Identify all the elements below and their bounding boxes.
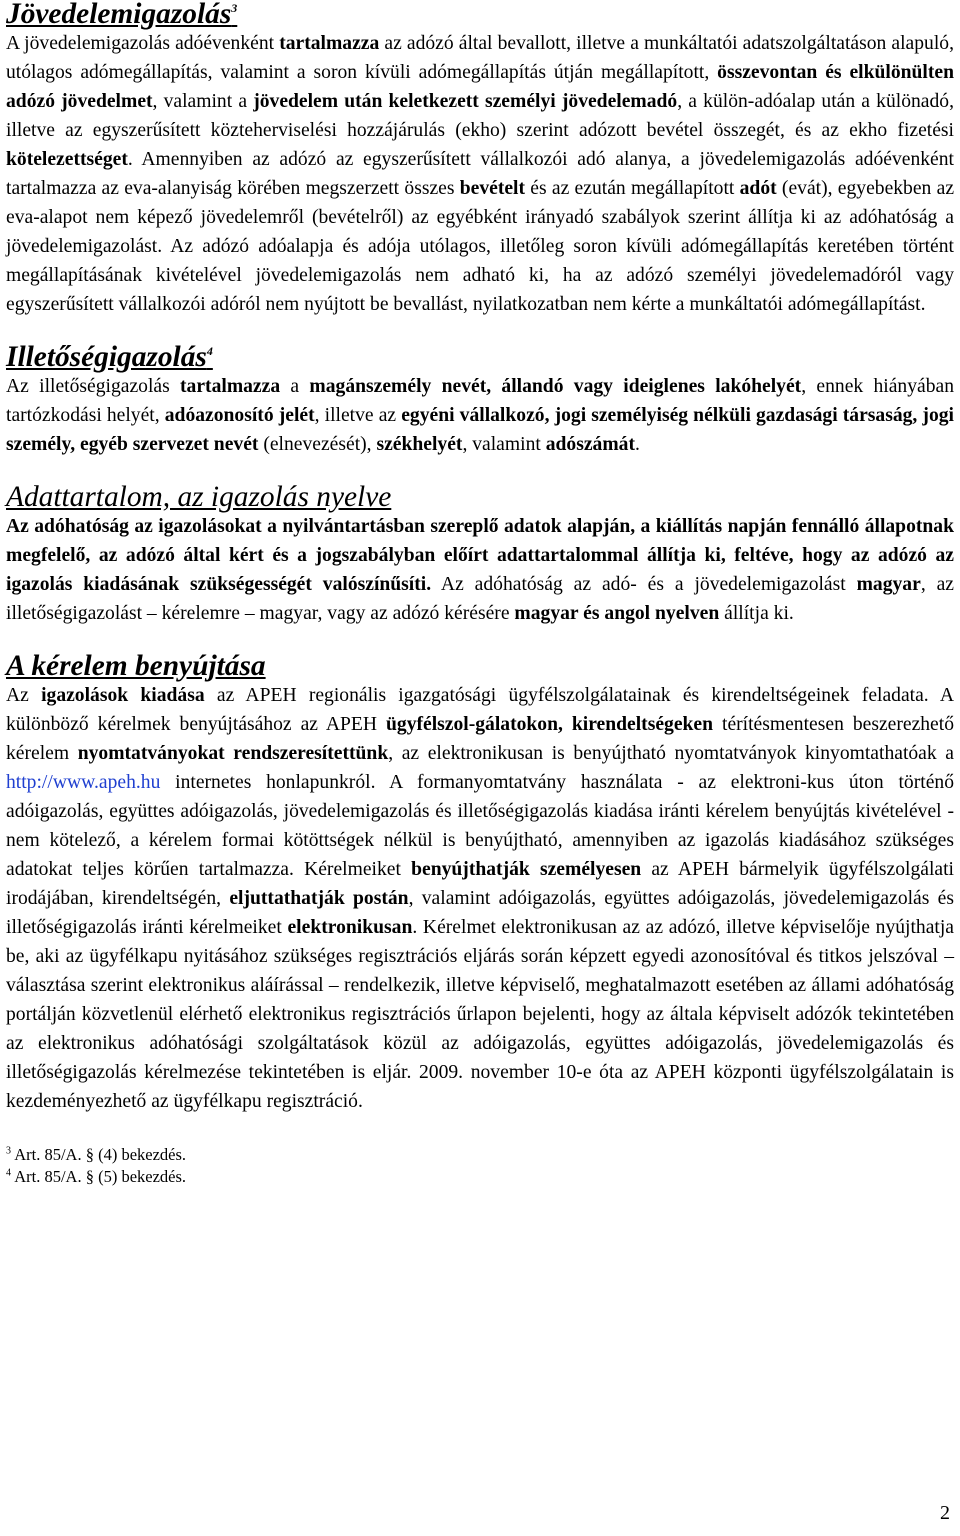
footnote-mark: 4 — [6, 1167, 11, 1179]
bold-text: tartalmazza — [180, 376, 281, 397]
bold-text: magánszemély nevét, állandó vagy ideiglenes lakóhelyét — [309, 376, 802, 397]
heading-text: Jövedelemigazolás — [6, 0, 232, 30]
text: , ennek hiányában tartózkodási helyét, — [6, 376, 954, 426]
text: (elnevezését), — [258, 434, 377, 455]
text: . Amennyiben az adózó az egyszerűsített vállalkozói adó alanya, a jövedelemigazolás adóévenként tartalmazza az eva-alanyiság körében megszerzett összes — [6, 149, 954, 199]
text: A jövedelemigazolás adóévenként — [6, 33, 280, 54]
text: és az ezután megállapított — [525, 178, 740, 199]
footnote-4 — [6, 1166, 954, 1188]
paragraph-illetosegigazolas — [6, 372, 954, 459]
footnote-text: Art. 85/A. § (4) bekezdés. — [11, 1145, 187, 1164]
text: , valamint — [462, 434, 546, 455]
heading-text: Adattartalom, az igazolás nyelve — [6, 481, 392, 513]
document-page — [6, 0, 954, 1188]
text: az adózó által bevallott, illetve a munkáltatói adatszolgáltatáson alapuló, utólagos adómegállapítás, valamint a soron kívüli adómegállapítás útján megállapított, — [6, 33, 954, 83]
bold-text: magyar és angol nyelven — [514, 603, 720, 624]
section-heading-jovedelemigazolas — [6, 0, 954, 29]
bold-text: nyomtatványokat rendszeresítettünk — [77, 743, 389, 764]
text: , valamint adóigazolás, együttes adóigazolás, jövedelemigazolás és illetőségigazolás iránti kérelmeiket — [6, 888, 955, 938]
footnote-mark: 3 — [6, 1145, 11, 1157]
bold-text: benyújthatják személyesen — [411, 859, 642, 880]
bold-text: Az adóhatóság az igazolásokat a nyilvántartásban szereplő adatok alapján, a kiállítás napján fennálló állapotnak megfelelő, az adózó által kért és a jogszabályban előírt adattartalommal állítja ki, feltéve, hogy az adózó az igazolás kiadásának szükségességét valószínűsíti. — [6, 516, 954, 595]
bold-text: igazolások kiadása — [41, 685, 205, 706]
text: , az elektronikusan is benyújtható nyomtatványok kinyomtathatóak a — [388, 743, 954, 764]
text: . Kérelmet elektronikusan az az adózó, illetve képviselője nyújthatja be, aki az ügyfélkapu nyitásához szükséges regisztrációs eljárás során képzett egyedi azonosítóval és titkos jelszóval – választása szerint elektronikus aláírással – rendelkezik, illetve képviselő, meghatalmazott esetében az állami adóhatóság portálján közvetlenül elérhető elektronikus regisztrációs űrlapon bejelenti, hogy az általa képviselt adózók tekintetében az elektronikus adóhatósági szolgáltatások közül az adóigazolás, együttes adóigazolás, jövedelemigazolás és illetőségigazolás kérelmezése tekintetében is eljár. 2009. november 10-e óta az APEH központi ügyfélszolgálatain is kezdeményezhető az ügyfélkapu regisztráció. — [6, 917, 955, 1112]
bold-text: eljuttathatják postán — [229, 888, 409, 909]
footnote-text: Art. 85/A. § (5) bekezdés. — [11, 1167, 187, 1186]
text: az APEH bármelyik ügyfélszolgálati irodájában, kirendeltségén, — [6, 859, 955, 909]
footnote-3 — [6, 1144, 954, 1166]
text: állítja ki. — [719, 603, 794, 624]
bold-text: ügyfélszol-gálatokon, kirendeltségeken — [386, 714, 714, 735]
text: az APEH regionális igazgatósági ügyfélszolgálatainak és kirendeltségeinek feladata. A különböző kérelmek benyújtásához az APEH — [6, 685, 954, 735]
text: (evát), egyebekben az eva-alapot nem képező jövedelemről (bevételről) az egyébként irányadó szabályok szerint állítja ki az adóhatóság a jövedelemigazolást. Az adózó adóalapja és adója utólagos, illetőleg soron kívüli adómegállapítás keretében történt megállapításának kivételével jövedelemigazolás nem adható ki, ha az adózó személyi jövedelemadóról vagy egyszerűsített vállalkozói adóról nem nyújtott be bevallást, nyilatkozatban nem kérte a munkáltatói adómegállapítást. — [6, 178, 955, 315]
text: a — [280, 376, 310, 397]
bold-text: adót — [739, 178, 777, 199]
text: Az adóhatóság az adó- és a jövedelemigazolást — [431, 574, 857, 595]
section-heading-adattartalom — [6, 483, 954, 512]
text: . — [634, 434, 640, 455]
text: , a külön-adóalap után a különadó, illetve az egyszerűsített közteherviselési hozzájárulás (ekho) szerint adózott bevétel összegét, és az ekho fizetési — [6, 91, 954, 141]
bold-text: adóazonosító jelét — [164, 405, 315, 426]
text: térítésmentesen beszerezhető kérelem — [6, 714, 954, 764]
text: , az illetőségigazolást – kérelemre – magyar, vagy az adózó kérésére — [6, 574, 954, 624]
bold-text: jövedelem után keletkezett személyi jövedelemadó — [253, 91, 678, 112]
text: Az illetőségigazolás — [6, 376, 181, 397]
bold-text: magyar — [856, 574, 921, 595]
paragraph-jovedelemigazolas — [6, 29, 954, 319]
bold-text: egyéni vállalkozó, jogi személyiség nélküli gazdasági társaság, jogi személy, egyéb szervezet nevét — [6, 405, 954, 455]
paragraph-kerelem-benyujtasa — [6, 681, 954, 1116]
page-number: 2 — [940, 1502, 950, 1524]
text: internetes honlapunkról. A formanyomtatvány használata - az elektroni-kus úton történő adóigazolás, együttes adóigazolás, jövedelemigazolás és illetőségigazolás kiadása iránti kérelem benyújtás kivételével - nem kötelező, a kérelem formai kötöttségek nélkül is benyújtható, amennyiben az igazolás kiadásához szükséges adatokat teljes körűen tartalmazza. Kérelmeiket — [6, 772, 954, 880]
bold-text: székhelyét — [376, 434, 463, 455]
heading-text: A kérelem benyújtása — [6, 650, 266, 682]
text: , illetve az — [314, 405, 402, 426]
bold-text: összevontan és elkülönülten adózó jövedelmet — [6, 62, 954, 112]
bold-text: tartalmazza — [279, 33, 380, 54]
bold-text: adószámát — [545, 434, 635, 455]
bold-text: elektronikusan — [287, 917, 413, 938]
paragraph-adattartalom — [6, 512, 954, 628]
section-heading-kerelem-benyujtasa — [6, 652, 954, 681]
text: Az — [6, 685, 42, 706]
heading-text: Illetőségigazolás — [6, 341, 207, 373]
footnote-marker: 3 — [231, 1, 238, 16]
bold-text: kötelezettséget — [6, 149, 128, 170]
footnote-marker: 4 — [206, 344, 213, 359]
apeh-website-link[interactable]: http://www.apeh.hu — [6, 772, 161, 793]
section-heading-illetosegigazolas — [6, 343, 954, 372]
text: , valamint a — [152, 91, 254, 112]
bold-text: bevételt — [459, 178, 526, 199]
footnotes — [6, 1144, 954, 1188]
